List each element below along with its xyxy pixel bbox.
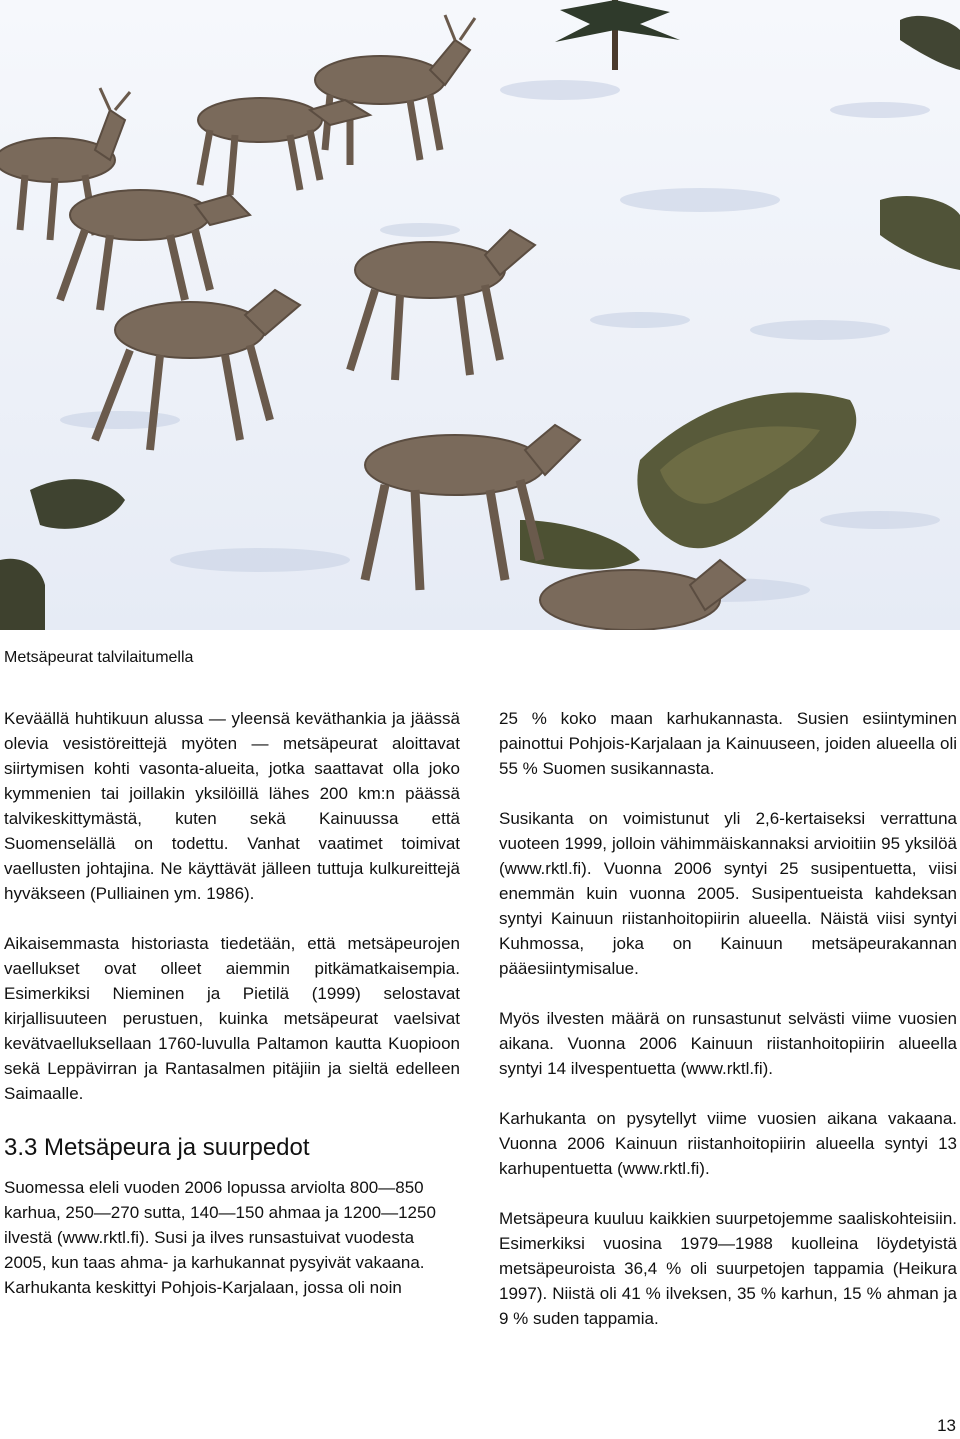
- photo-caption: Metsäpeurat talvilaitumella: [4, 649, 194, 666]
- right-column: [499, 706, 957, 1331]
- section-heading: 3.3 Metsäpeura ja suurpedot: [4, 1134, 310, 1161]
- page-number: 13: [937, 1416, 956, 1435]
- reindeer-photo: [0, 0, 960, 630]
- paragraph: Aikaisemmasta historiasta tiedetään, että metsäpeurojen vaellukset ovat olleet aiemmin pitkämatkaisempia. Esimerkiksi Nieminen ja Pietilä (1999) selostavat kirjallisuuteen perustuen, kuinka metsäpeurat vaelsivat kevätvaelluksellaan 1760-luvulla Paltamon kautta Kuopioon sekä Leppävirran ja Rantasalmen pitäjiin ja sieltä edelleen Saimaalle.: [4, 934, 460, 1103]
- paragraph: Metsäpeura kuuluu kaikkien suurpetojemme saaliskohteisiin. Esimerkiksi vuosina 1979—1988 kuolleina löydetyistä metsäpeuroista 36,4 % oli suurpetojen tappamia (Heikura 1997). Niistä oli 41 % ilveksen, 35 % karhun, 15 % ahman ja 9 % suden tappamia.: [499, 1209, 957, 1328]
- paragraph: 25 % koko maan karhukannasta. Susien esiintyminen painottui Pohjois-Karjalaan ja Kainuuseen, joiden alueella oli 55 % Suomen susikannasta.: [499, 709, 957, 778]
- left-column: [4, 706, 460, 1300]
- paragraph: Keväällä huhtikuun alussa — yleensä keväthankia ja jäässä olevia vesistöreittejä myöten — metsäpeurat aloittavat siirtymisen kohti vasonta-alueita, jotka saattavat olla joko kymmenien tai joillakin yksilöillä lähes 200 km:n päässä talvikeskittymästä, kuten sekä Kainuussa että Suomenselällä on todettu. Vanhat vaatimet toimivat vaellusten johtajina. Ne käyttävät jälleen tuttuja kulkureittejä hyväkseen (Pulliainen ym. 1986).: [4, 709, 460, 903]
- paragraph: Suomessa eleli vuoden 2006 lopussa arviolta 800—850 karhua, 250—270 sutta, 140—150 ahmaa ja 1200—1250 ilvestä (www.rktl.fi). Susi ja ilves runsastuivat vuodesta 2005, kun taas ahma- ja karhukannat pysyivät vakaana. Karhukanta keskittyi Pohjois-Karjalaan, jossa oli noin: [4, 1178, 436, 1297]
- paragraph: Karhukanta on pysytellyt viime vuosien aikana vakaana. Vuonna 2006 Kainuun riistanhoitopiirin alueella syntyi 13 karhupentuetta (www.rktl.fi).: [499, 1109, 957, 1178]
- paragraph: Susikanta on voimistunut yli 2,6-kertaiseksi verrattuna vuoteen 1999, jolloin vähimmäiskannaksi arvioitiin 95 yksilöä (www.rktl.fi). Vuonna 2006 syntyi 25 susipentuetta, viisi enemmän kuin vuonna 2005. Susipentueista kahdeksan syntyi Kainuun riistanhoitopiirin alueella. Näistä viisi syntyi Kuhmossa, joka on Kainuun metsäpeurakannan pääesiintymisalue.: [499, 809, 957, 978]
- paragraph: Myös ilvesten määrä on runsastunut selvästi viime vuosien aikana. Vuonna 2006 Kainuun riistanhoitopiirin alueella syntyi 14 ilvespentuetta (www.rktl.fi).: [499, 1009, 957, 1078]
